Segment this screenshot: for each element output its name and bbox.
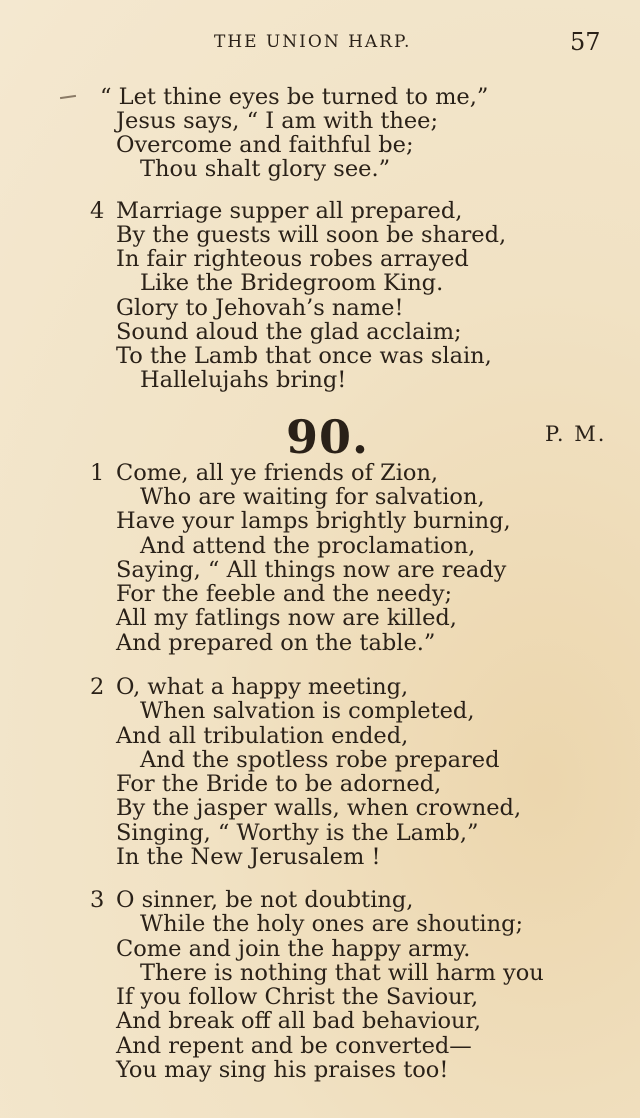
verse-line: And all tribulation ended, — [116, 723, 409, 749]
verse-line: Come and join the happy army. — [116, 936, 471, 962]
page-number: 57 — [570, 28, 601, 56]
stanza-number: 4 — [90, 198, 105, 224]
verse-line: Who are waiting for salvation, — [140, 484, 485, 510]
verse-line: To the Lamb that once was slain, — [116, 343, 492, 369]
verse-line: For the Bride to be adorned, — [116, 771, 442, 797]
verse-line: Singing, “ Worthy is the Lamb,” — [116, 820, 479, 846]
page-header — [0, 28, 640, 58]
verse-line: In fair righteous robes arrayed — [116, 246, 469, 272]
verse-line: Hallelujahs bring! — [140, 367, 347, 393]
verse-line: O sinner, be not doubting, — [116, 887, 414, 913]
verse-line: By the guests will soon be shared, — [116, 222, 507, 248]
verse-line: And break off all bad behaviour, — [116, 1008, 481, 1034]
verse-line: And the spotless robe prepared — [140, 747, 500, 773]
verse-line: O, what a happy meeting, — [116, 674, 409, 700]
verse-line: Have your lamps brightly burning, — [116, 508, 511, 534]
verse-line: While the holy ones are shouting; — [140, 911, 524, 937]
verse-line: In the New Jerusalem ! — [116, 844, 381, 870]
verse-line: Come, all ye friends of Zion, — [116, 460, 439, 486]
ink-mark — [60, 95, 76, 99]
verse-line: Marriage supper all prepared, — [116, 198, 463, 224]
stanza-number: 2 — [90, 674, 105, 700]
verse-line: All my fatlings now are killed, — [116, 605, 457, 631]
verse-line: Jesus says, “ I am with thee; — [116, 108, 439, 134]
verse-line: Glory to Jehovah’s name! — [116, 295, 404, 321]
verse-line: Saying, “ All things now are ready — [116, 557, 507, 583]
verse-line: Like the Bridegroom King. — [140, 270, 444, 296]
stanza-number: 1 — [90, 460, 105, 486]
verse-line: When salvation is completed, — [140, 698, 475, 724]
verse-line: You may sing his praises too! — [116, 1057, 449, 1083]
verse-line: Overcome and faithful be; — [116, 132, 414, 158]
verse-line: And repent and be converted— — [116, 1033, 472, 1059]
stanza-number: 3 — [90, 887, 105, 913]
verse-line: And attend the proclamation, — [140, 533, 476, 559]
running-title: THE UNION HARP. — [214, 32, 412, 52]
verse-line: If you follow Christ the Saviour, — [116, 984, 479, 1010]
verse-line: Sound aloud the glad acclaim; — [116, 319, 462, 345]
verse-line: For the feeble and the needy; — [116, 581, 453, 607]
verse-line: There is nothing that will harm you — [140, 960, 544, 986]
verse-line: By the jasper walls, when crowned, — [116, 795, 522, 821]
hymn-meter: P. M. — [545, 422, 607, 446]
verse-line: And prepared on the table.” — [116, 630, 436, 656]
hymn-number: 90. — [286, 410, 370, 464]
verse-line: “ Let thine eyes be turned to me,” — [100, 84, 489, 110]
verse-line: Thou shalt glory see.” — [140, 156, 391, 182]
